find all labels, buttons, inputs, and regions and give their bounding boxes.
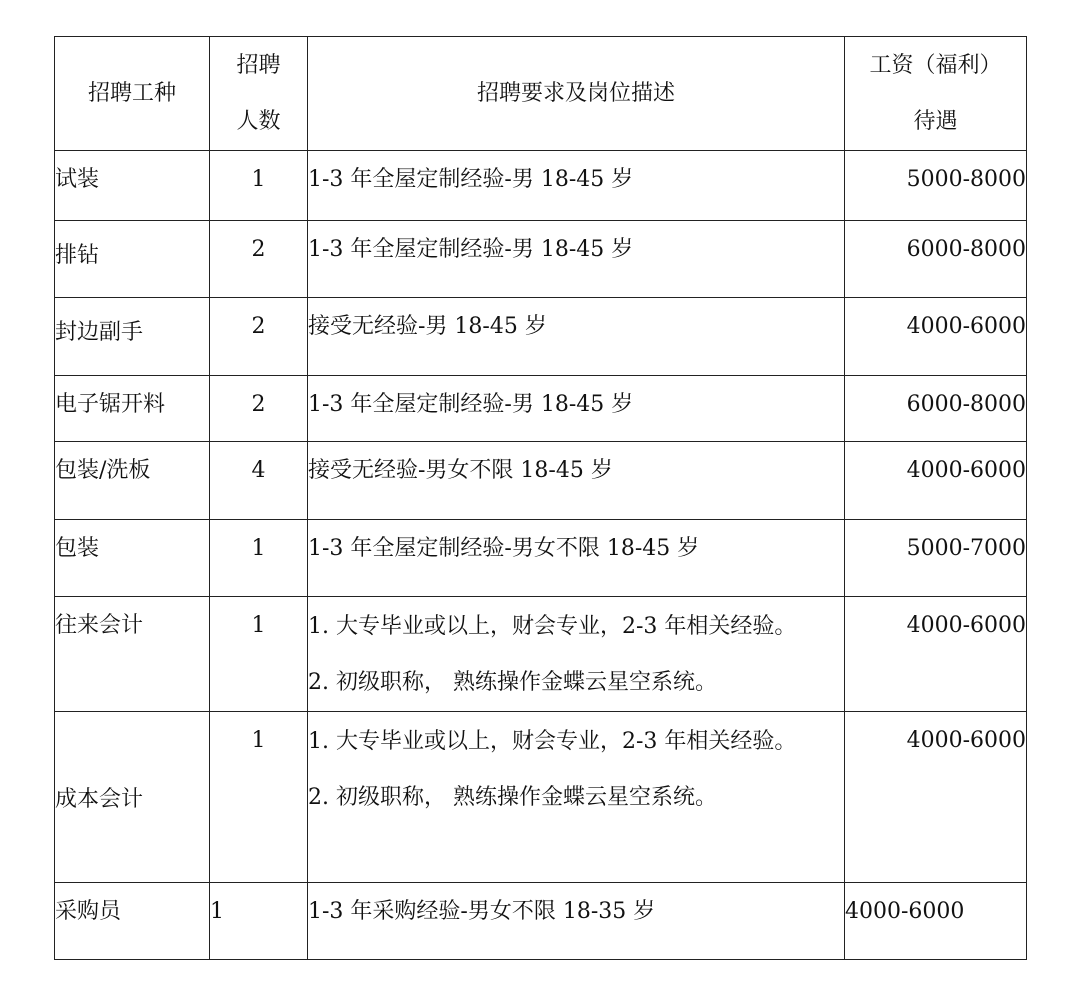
count-cell: 1 — [210, 520, 308, 597]
table-row — [55, 298, 1027, 376]
wage-cell: 6000-8000 — [845, 221, 1027, 298]
header-description: 招聘要求及岗位描述 — [308, 37, 845, 151]
header-wage — [845, 37, 1027, 151]
description-line-2: 2. 初级职称， 熟练操作金蝶云星空系统。 — [308, 670, 717, 695]
description-line-1: 1. 大专毕业或以上，财会专业，2-3 年相关经验。 — [308, 614, 797, 639]
count-cell: 2 — [210, 376, 308, 442]
table-row — [55, 597, 1027, 712]
job-cell: 试装 — [55, 151, 210, 221]
job-cell: 包装 — [55, 520, 210, 597]
count-cell: 4 — [210, 442, 308, 520]
job-cell: 电子锯开料 — [55, 376, 210, 442]
job-cell: 包装/洗板 — [55, 442, 210, 520]
job-cell: 成本会计 — [55, 712, 210, 883]
description-line-2: 2. 初级职称， 熟练操作金蝶云星空系统。 — [308, 785, 717, 810]
table-header-row — [55, 37, 1027, 151]
description-cell: 接受无经验-男 18-45 岁 — [308, 298, 845, 376]
description-cell: 1-3 年全屋定制经验-男 18-45 岁 — [308, 376, 845, 442]
table-row — [55, 442, 1027, 520]
table-row — [55, 151, 1027, 221]
table-row — [55, 376, 1027, 442]
description-line-1: 1. 大专毕业或以上，财会专业，2-3 年相关经验。 — [308, 729, 797, 754]
wage-cell: 4000-6000 — [845, 442, 1027, 520]
count-cell: 1 — [210, 597, 308, 712]
count-cell: 2 — [210, 221, 308, 298]
description-cell — [308, 597, 845, 712]
header-count-line2: 人数 — [236, 108, 281, 134]
header-wage-line1: 工资（福利） — [869, 52, 1002, 78]
table-row — [55, 221, 1027, 298]
description-cell: 1-3 年全屋定制经验-男女不限 18-45 岁 — [308, 520, 845, 597]
wage-cell: 4000-6000 — [845, 298, 1027, 376]
job-cell: 排钻 — [55, 221, 210, 298]
wage-cell: 6000-8000 — [845, 376, 1027, 442]
table-row — [55, 520, 1027, 597]
count-cell: 1 — [210, 883, 308, 960]
table-row — [55, 712, 1027, 883]
job-cell: 采购员 — [55, 883, 210, 960]
count-cell: 2 — [210, 298, 308, 376]
description-cell: 1-3 年全屋定制经验-男 18-45 岁 — [308, 151, 845, 221]
wage-cell: 4000-6000 — [845, 712, 1027, 883]
header-count — [210, 37, 308, 151]
recruitment-table — [54, 36, 1027, 960]
header-job-type: 招聘工种 — [55, 37, 210, 151]
wage-cell: 5000-8000 — [845, 151, 1027, 221]
description-cell: 接受无经验-男女不限 18-45 岁 — [308, 442, 845, 520]
wage-cell: 4000-6000 — [845, 597, 1027, 712]
description-cell: 1-3 年全屋定制经验-男 18-45 岁 — [308, 221, 845, 298]
wage-cell: 5000-7000 — [845, 520, 1027, 597]
count-cell: 1 — [210, 712, 308, 883]
header-count-line1: 招聘 — [236, 52, 281, 78]
wage-cell: 4000-6000 — [845, 883, 1027, 960]
count-cell: 1 — [210, 151, 308, 221]
description-cell — [308, 712, 845, 883]
header-wage-line2: 待遇 — [913, 108, 958, 134]
job-cell: 封边副手 — [55, 298, 210, 376]
job-cell: 往来会计 — [55, 597, 210, 712]
table-row — [55, 883, 1027, 960]
description-cell: 1-3 年采购经验-男女不限 18-35 岁 — [308, 883, 845, 960]
